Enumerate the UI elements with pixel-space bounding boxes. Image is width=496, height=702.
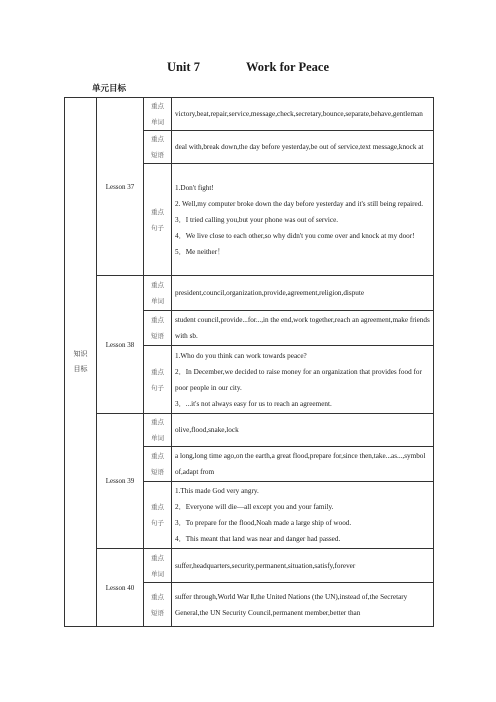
kind-text: 重点 — [151, 316, 164, 324]
row-content — [172, 164, 434, 276]
content-line: 3．I tried calling you,but your phone was out of service. — [175, 215, 339, 224]
table-row — [65, 98, 434, 131]
kind-text: 重点 — [151, 592, 164, 601]
category-label: 知识 — [73, 350, 88, 358]
category-label: 目标 — [73, 365, 88, 373]
kind-text: 重点 — [151, 207, 164, 216]
kind-text: 短语 — [151, 468, 164, 476]
row-content — [172, 311, 434, 346]
row-content — [172, 414, 434, 447]
section-heading: 单元目标 — [92, 84, 127, 94]
objectives-table — [64, 97, 434, 627]
unit-number: Unit 7 — [166, 60, 200, 74]
content-line: 4．We live close to each other,so why didn't you come over and knock at my door! — [175, 231, 415, 240]
table-row — [65, 414, 434, 447]
content-line: olive,flood,snake,lock — [175, 426, 239, 434]
kind-text: 短语 — [151, 608, 164, 617]
lesson-name: Lesson 40 — [97, 549, 144, 627]
content-line: suffer,headquarters,security,permanent,situation,satisfy,forever — [175, 561, 356, 570]
row-content — [172, 482, 434, 549]
kind-text: 句子 — [151, 519, 164, 527]
row-kind-label — [144, 164, 172, 276]
row-kind-label — [144, 549, 172, 583]
content-line: student council,provide...for...,in the end,work together,reach an agreement,make friends with sb. — [175, 316, 430, 340]
row-kind-label — [144, 276, 172, 311]
kind-text: 重点 — [151, 135, 164, 143]
kind-text: 单词 — [151, 118, 164, 126]
content-line: 3．...it's not always easy for us to reach an agreement. — [175, 399, 332, 408]
kind-text: 单词 — [151, 297, 164, 305]
unit-name: Work for Peace — [245, 60, 330, 74]
page-title — [0, 60, 496, 75]
row-kind-label — [144, 346, 172, 414]
kind-text: 重点 — [151, 418, 164, 426]
row-kind-label — [144, 482, 172, 549]
row-content — [172, 98, 434, 131]
kind-text: 重点 — [151, 503, 164, 511]
kind-text: 单词 — [151, 434, 164, 442]
content-line: 1.Who do you think can work towards peace? — [175, 351, 307, 360]
content-line: 2. Well,my computer broke down the day before yesterday and it's still being repaired. — [175, 199, 424, 208]
table-row — [65, 276, 434, 311]
kind-text: 重点 — [151, 553, 164, 562]
content-line: suffer through,World War Ⅱ,the United Nations (the UN),instead of,the Secretary General,the UN Security Council,permanent member,better than — [175, 592, 408, 617]
content-line: president,council,organization,provide,agreement,religion,dispute — [175, 289, 365, 297]
kind-text: 重点 — [151, 452, 164, 460]
table-row — [65, 549, 434, 583]
content-line: 1.Don't fight! — [175, 183, 214, 192]
content-line: 1.This made God very angry. — [175, 487, 259, 495]
lesson-name: Lesson 39 — [97, 414, 144, 549]
content-line: deal with,break down,the day before yesterday,be out of service,text message,knock at — [175, 143, 424, 151]
category-cell — [65, 98, 97, 627]
row-content — [172, 447, 434, 482]
kind-text: 短语 — [151, 151, 164, 159]
content-line: 5．Me neither！ — [175, 247, 225, 256]
kind-text: 短语 — [151, 332, 164, 340]
row-kind-label — [144, 98, 172, 131]
row-kind-label — [144, 414, 172, 447]
lesson-name: Lesson 37 — [97, 98, 144, 276]
row-kind-label — [144, 583, 172, 627]
content-line: a long,long time ago,on the earth,a great flood,prepare for,since then,take...as...,symbol of,adapt from — [175, 452, 426, 476]
kind-text: 重点 — [151, 367, 164, 376]
row-kind-label — [144, 131, 172, 164]
kind-text: 句子 — [151, 383, 164, 392]
row-content — [172, 276, 434, 311]
row-content — [172, 346, 434, 414]
kind-text: 重点 — [151, 281, 164, 289]
content-line: 2．In December,we decided to raise money for an organization that provides food for poor people in our city. — [175, 367, 422, 392]
kind-text: 单词 — [151, 569, 164, 578]
lesson-name: Lesson 38 — [97, 276, 144, 414]
kind-text: 句子 — [151, 223, 164, 232]
kind-text: 重点 — [151, 102, 164, 110]
row-content — [172, 549, 434, 583]
content-line: victory,beat,repair,service,message,check,secretary,bounce,separate,behave,gentleman — [175, 110, 423, 118]
row-kind-label — [144, 311, 172, 346]
content-line: 2．Everyone will die—all except you and your family. — [175, 503, 334, 511]
row-content — [172, 583, 434, 627]
row-content — [172, 131, 434, 164]
content-line: 4．This meant that land was near and danger had passed. — [175, 535, 341, 543]
row-kind-label — [144, 447, 172, 482]
content-line: 3．To prepare for the flood,Noah made a large ship of wood. — [175, 519, 352, 527]
